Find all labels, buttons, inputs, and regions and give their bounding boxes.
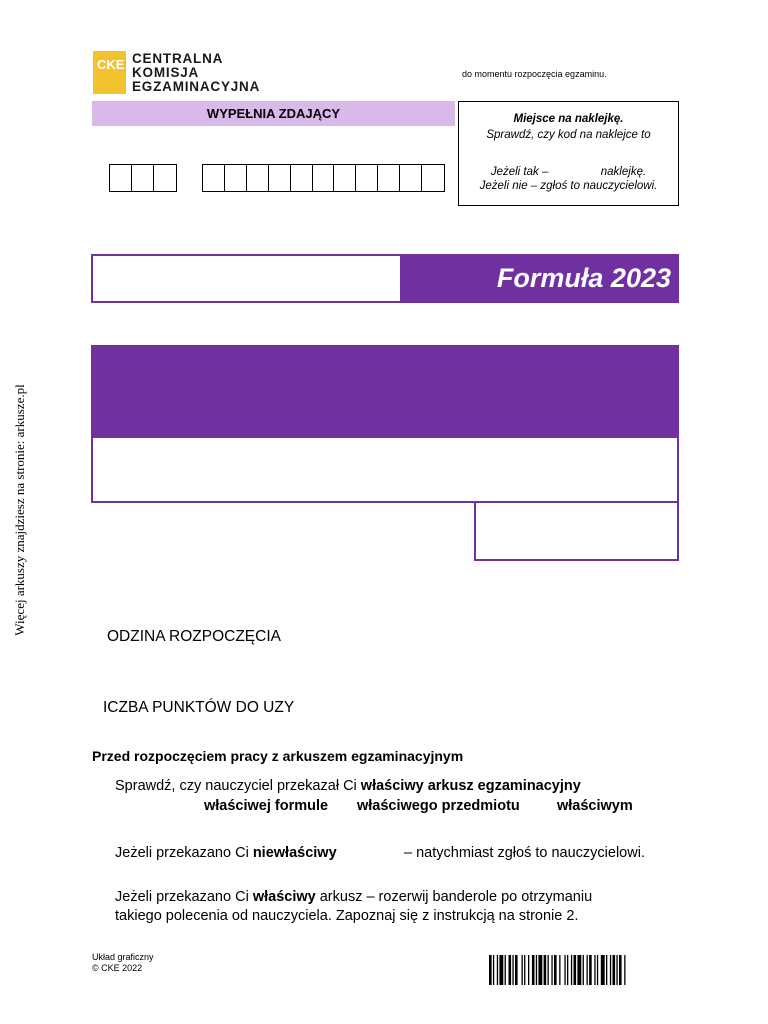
subject-banner xyxy=(93,347,677,438)
barcode-bar xyxy=(554,955,557,985)
cke-logo-mark xyxy=(93,51,126,94)
instruction-3-line-2: takiego polecenia od nauczyciela. Zapoznaj się z instrukcją na stronie 2. xyxy=(115,908,579,924)
barcode-bar xyxy=(559,955,560,985)
barcode-bar xyxy=(601,955,605,985)
pesel-boxes[interactable] xyxy=(202,164,445,192)
barcode-bar xyxy=(564,955,565,985)
code-cell[interactable] xyxy=(110,165,132,191)
barcode-bar xyxy=(548,955,549,985)
sticker-title: Miejsce na naklejkę. xyxy=(513,113,624,125)
sticker-line-3a: Jeżeli tak – xyxy=(490,166,549,178)
instruction-text: Jeżeli przekazano Ci xyxy=(115,845,253,861)
code-cell[interactable] xyxy=(356,165,378,191)
logo-line-1: CENTRALNA xyxy=(132,51,224,66)
instruction-bold: właściwy arkusz egzaminacyjny xyxy=(360,778,581,794)
barcode-bar xyxy=(574,955,577,985)
instruction-1-bold-c: właściwym xyxy=(557,798,633,814)
barcode-bar xyxy=(589,955,592,985)
code-cell[interactable] xyxy=(132,165,154,191)
barcode-bar xyxy=(493,955,494,985)
barcode-bar xyxy=(577,955,581,985)
code-cell[interactable] xyxy=(313,165,335,191)
barcode-bar xyxy=(499,955,503,985)
start-hour-label: ODZINA ROZPOCZĘCIA xyxy=(107,628,281,645)
code-cell[interactable] xyxy=(154,165,176,191)
barcode-bar xyxy=(606,955,607,985)
code-cell[interactable] xyxy=(334,165,356,191)
side-watermark-text: Więcej arkuszy znajdziesz na stronie: arkusze.pl xyxy=(12,384,27,636)
footer-copyright: © CKE 2022 xyxy=(92,963,143,973)
barcode-icon xyxy=(489,955,677,985)
date-frame xyxy=(474,502,679,561)
barcode-bar xyxy=(538,955,542,985)
sticker-line-2: Sprawdź, czy kod na naklejce to xyxy=(486,129,651,141)
code-cell[interactable] xyxy=(400,165,422,191)
formula-label: Formuła 2023 xyxy=(402,254,679,303)
instructions-heading: Przed rozpoczęciem pracy z arkuszem egzaminacyjnym xyxy=(92,748,464,764)
barcode-bar xyxy=(619,955,622,985)
logo-line-3: EGZAMINACYJNA xyxy=(132,79,261,94)
barcode-bar xyxy=(597,955,598,985)
fill-bar-heading: WYPEŁNIA ZDAJĄCY xyxy=(92,101,455,126)
sticker-line-3 xyxy=(459,166,678,178)
code-cell[interactable] xyxy=(247,165,269,191)
barcode-bar xyxy=(512,955,513,985)
barcode-bar xyxy=(544,955,547,985)
top-note: do momentu rozpoczęcia egzaminu. xyxy=(462,69,607,79)
barcode-bar xyxy=(522,955,523,985)
barcode-bar xyxy=(505,955,506,985)
footer-layout-label: Układ graficzny xyxy=(92,952,154,962)
code-cell[interactable] xyxy=(422,165,444,191)
barcode-bar xyxy=(613,955,616,985)
code-cell[interactable] xyxy=(203,165,225,191)
instruction-1-line-1 xyxy=(115,778,581,794)
barcode-bar xyxy=(583,955,584,985)
instruction-2-tail: – natychmiast zgłoś to nauczycielowi. xyxy=(404,845,645,861)
barcode-bar xyxy=(594,955,595,985)
instruction-3-line-1 xyxy=(115,889,592,905)
barcode-bar xyxy=(497,955,498,985)
instruction-bold: właściwy xyxy=(252,889,316,905)
code-cell[interactable] xyxy=(291,165,313,191)
sticker-box xyxy=(458,101,679,206)
instruction-text: Sprawdź, czy nauczyciel przekazał Ci xyxy=(115,778,361,794)
barcode-bar xyxy=(587,955,588,985)
barcode-bar xyxy=(515,955,518,985)
logo-mark-text: CKE xyxy=(97,57,125,72)
instruction-1-bold-a: właściwej formule xyxy=(204,798,329,814)
barcode-bar xyxy=(536,955,537,985)
exam-code-field xyxy=(91,254,402,303)
code-cell[interactable] xyxy=(378,165,400,191)
barcode-bar xyxy=(509,955,512,985)
barcode-bar xyxy=(524,955,525,985)
barcode-bar xyxy=(489,955,492,985)
code-cell[interactable] xyxy=(269,165,291,191)
instruction-text: Jeżeli przekazano Ci xyxy=(115,889,253,905)
barcode-bar xyxy=(616,955,617,985)
barcode-bar xyxy=(532,955,535,985)
barcode-bar xyxy=(567,955,568,985)
instruction-1-bold-b: właściwego przedmiotu xyxy=(357,798,520,814)
sticker-line-3b: naklejkę. xyxy=(600,166,647,178)
instruction-text: arkusz – rozerwij banderole po otrzymaniu xyxy=(315,889,593,905)
points-label: ICZBA PUNKTÓW DO UZY xyxy=(103,699,295,716)
instruction-2 xyxy=(115,845,337,861)
pesel-prefix-boxes[interactable] xyxy=(109,164,177,192)
barcode-bar xyxy=(551,955,552,985)
barcode-bar xyxy=(610,955,611,985)
instruction-bold: niewłaściwy xyxy=(252,845,337,861)
sticker-line-4: Jeżeli nie – zgłoś to nauczycielowi. xyxy=(479,180,658,192)
code-cell[interactable] xyxy=(225,165,247,191)
logo-line-2: KOMISJA xyxy=(132,65,200,80)
barcode-bar xyxy=(528,955,529,985)
barcode-bar xyxy=(624,955,625,985)
barcode-bar xyxy=(571,955,572,985)
